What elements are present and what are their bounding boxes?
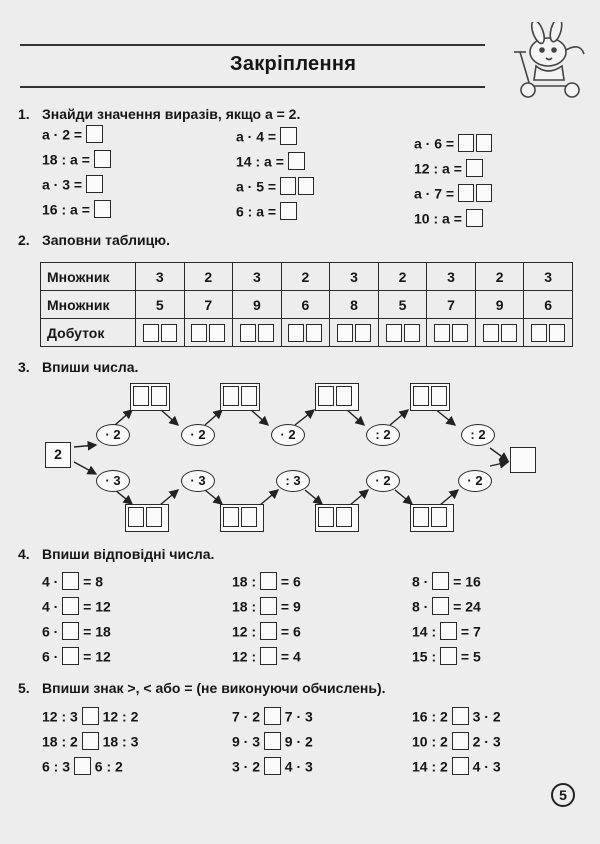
task3-number: 3. (18, 359, 30, 375)
task5-comparison: 16 : 2 3 · 2 (412, 708, 501, 725)
answer-box[interactable] (260, 647, 277, 665)
table-cell: 2 (184, 263, 233, 291)
answer-box[interactable] (432, 572, 449, 590)
task1-expression: 16 : a = (42, 198, 111, 218)
task1-expression: a · 5 = (236, 175, 314, 195)
task5-comparison: 10 : 2 2 · 3 (412, 733, 501, 750)
answer-box[interactable] (62, 597, 79, 615)
chain-answer-box[interactable] (410, 504, 454, 532)
answer-box[interactable] (260, 622, 277, 640)
operation-oval: · 2 (458, 470, 492, 492)
chain-answer-box[interactable] (220, 504, 264, 532)
task1-expression: 10 : a = (414, 207, 492, 227)
task1-expression: a · 3 = (42, 173, 111, 193)
table-cell: 7 (427, 291, 476, 319)
operation-oval: · 2 (181, 424, 215, 446)
task1-expression: a · 6 = (414, 132, 492, 152)
table-cell: 3 (427, 263, 476, 291)
task4-column-3 (412, 570, 481, 665)
task2-text: Заповни таблицю. (42, 232, 171, 248)
task2-number: 2. (18, 232, 30, 248)
task4-column-2 (232, 570, 301, 665)
task5-column-2 (232, 705, 313, 775)
task4-text: Впиши відповідні числа. (42, 546, 215, 562)
table-cell: 5 (378, 291, 427, 319)
task1-expression: a · 7 = (414, 182, 492, 202)
sign-box[interactable] (452, 707, 469, 725)
row-label: Множник (41, 263, 136, 291)
table-cell: 3 (330, 263, 379, 291)
chain-answer-box[interactable] (130, 383, 170, 411)
task4-expression: 14 : = 7 (412, 623, 481, 640)
task1-expression: 6 : a = (236, 200, 314, 220)
table-cell: 2 (475, 263, 524, 291)
task1-expression: 18 : a = (42, 148, 111, 168)
table-cell: 8 (330, 291, 379, 319)
table-cell: 9 (233, 291, 282, 319)
operation-oval: · 2 (366, 470, 400, 492)
answer-box[interactable] (260, 572, 277, 590)
row-label: Множник (41, 291, 136, 319)
table-cell: 3 (524, 263, 573, 291)
task4-expression: 15 : = 5 (412, 648, 481, 665)
task4-expression: 18 : = 9 (232, 598, 301, 615)
operation-oval: : 3 (276, 470, 310, 492)
row-label: Добуток (41, 319, 136, 347)
task5-text: Впиши знак >, < або = (не виконуючи обчислень). (42, 680, 386, 696)
table-cell: 3 (136, 263, 185, 291)
sign-box[interactable] (452, 732, 469, 750)
operation-oval: · 2 (96, 424, 130, 446)
sign-box[interactable] (264, 757, 281, 775)
task5-column-1 (42, 705, 138, 775)
task5-column-3 (412, 705, 501, 775)
answer-box[interactable] (440, 647, 457, 665)
sign-box[interactable] (74, 757, 91, 775)
task4-expression: 8 · = 16 (412, 573, 481, 590)
chain-answer-box[interactable] (125, 504, 169, 532)
task5-comparison: 18 : 2 18 : 3 (42, 733, 139, 750)
chain-answer-box[interactable] (220, 383, 260, 411)
task5-comparison: 7 · 2 7 · 3 (232, 708, 313, 725)
table-cell: 6 (281, 291, 330, 319)
task1-number: 1. (18, 106, 30, 122)
operation-oval: · 3 (181, 470, 215, 492)
task4-expression: 6 · = 12 (42, 648, 111, 665)
task4-expression: 12 : = 4 (232, 648, 301, 665)
answer-box[interactable] (62, 647, 79, 665)
operation-oval: · 2 (271, 424, 305, 446)
table-cell: 2 (281, 263, 330, 291)
chain-answer-box[interactable] (410, 383, 450, 411)
task3-text: Впиши числа. (42, 359, 139, 375)
task5-comparison: 14 : 2 4 · 3 (412, 758, 501, 775)
chain-end-box[interactable] (510, 447, 536, 473)
task5-comparison: 12 : 3 12 : 2 (42, 708, 139, 725)
sign-box[interactable] (82, 732, 99, 750)
answer-box[interactable] (62, 572, 79, 590)
table-cell: 2 (378, 263, 427, 291)
chain-answer-box[interactable] (315, 504, 359, 532)
answer-box[interactable] (432, 597, 449, 615)
answer-box[interactable] (260, 597, 277, 615)
task5-comparison: 3 · 2 4 · 3 (232, 758, 313, 775)
table-cell: 9 (475, 291, 524, 319)
page-title: Закріплення (230, 53, 357, 75)
task1-expression: a · 2 = (42, 123, 111, 143)
task4-heading (18, 546, 214, 562)
task5-comparison: 6 : 3 6 : 2 (42, 758, 123, 775)
task4-number: 4. (18, 546, 30, 562)
task5-number: 5. (18, 680, 30, 696)
chain-start-box: 2 (45, 442, 71, 468)
sign-box[interactable] (264, 732, 281, 750)
task4-column-1 (42, 570, 111, 665)
task5-heading (18, 680, 386, 696)
task4-expression: 6 · = 18 (42, 623, 111, 640)
sign-box[interactable] (452, 757, 469, 775)
table-cell: 6 (524, 291, 573, 319)
table-cell: 3 (233, 263, 282, 291)
page-number: 5 (551, 783, 575, 807)
task4-expression: 4 · = 8 (42, 573, 103, 590)
task1-text: Знайди значення виразів, якщо a = 2. (42, 106, 301, 122)
task1-expression: a · 4 = (236, 125, 314, 145)
operation-oval: : 2 (366, 424, 400, 446)
table-cell: 7 (184, 291, 233, 319)
answer-box[interactable] (62, 622, 79, 640)
answer-box[interactable] (440, 622, 457, 640)
task4-expression: 18 : = 6 (232, 573, 301, 590)
task4-expression: 8 · = 24 (412, 598, 481, 615)
task1-expression: 14 : a = (236, 150, 314, 170)
sign-box[interactable] (264, 707, 281, 725)
task4-expression: 12 : = 6 (232, 623, 301, 640)
task5-comparison: 9 · 3 9 · 2 (232, 733, 313, 750)
operation-oval: : 2 (461, 424, 495, 446)
task1-expression: 12 : a = (414, 157, 492, 177)
chain-answer-box[interactable] (315, 383, 359, 411)
task4-expression: 4 · = 12 (42, 598, 111, 615)
table-cell: 5 (136, 291, 185, 319)
sign-box[interactable] (82, 707, 99, 725)
operation-oval: · 3 (96, 470, 130, 492)
